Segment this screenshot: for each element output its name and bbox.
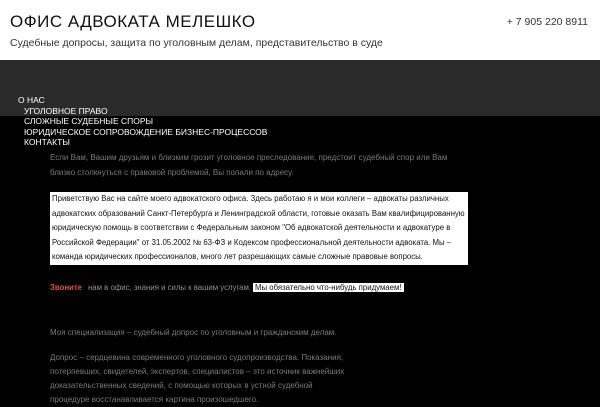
site-header bbox=[0, 0, 600, 60]
call-label[interactable]: Звоните bbox=[50, 283, 82, 292]
site-title[interactable]: ОФИС АДВОКАТА МЕЛЕШКО bbox=[10, 12, 256, 31]
site-subtitle: Судебные допросы, защита по уголовным делам, представительство в суде bbox=[10, 37, 383, 49]
call-promise: Мы обязательно что-нибудь придумаем! bbox=[254, 283, 402, 292]
specialization-paragraph: Моя специализация – судебный допрос по уголовным и гражданским делам. bbox=[50, 328, 337, 337]
nav-item-business-support[interactable]: ЮРИДИЧЕСКОЕ СОПРОВОЖДЕНИЕ БИЗНЕС-ПРОЦЕССОВ bbox=[24, 126, 268, 137]
nav-item-complex-disputes[interactable]: СЛОЖНЫЕ СУДЕБНЫЕ СПОРЫ bbox=[24, 116, 154, 126]
main-nav bbox=[0, 95, 300, 148]
call-middle-text: нам в офис, знания и силы к вашим услугам. bbox=[88, 283, 251, 292]
phone-number[interactable]: + 7 905 220 8911 bbox=[506, 16, 588, 28]
welcome-paragraph: Приветствую Вас на сайте моего адвокатского офиса. Здесь работаю я и мои коллеги – адвокаты различных адвокатских образований Санкт-Петербурга и Ленинградской области, готовые оказать Вам квалифицированную юридическую помощь в соответствии с Федеральным законом "Об адвокатской деятельности и адвокатуре в Российской Федерации" от 31.05.2002 № 63-ФЗ и Кодексом профессиональной деятельности адвоката. Мы – команда юридических профессионалов, много лет разрешающих самые сложные правовые вопросы. bbox=[50, 192, 468, 265]
nav-item-criminal-law[interactable]: УГОЛОВНОЕ ПРАВО bbox=[24, 105, 108, 116]
interrogation-paragraph: Допрос – сердцевина современного уголовного судопроизводства. Показания, потерпевших, свидетелей, экспертов, специалистов – это источник важнейших доказательственных сведений, с помощью которых в устной судебной процедуре восстанавливается картина произошедшего. bbox=[50, 353, 345, 404]
intro-paragraph: Если Вам, Вашим друзьям и близким грозит уголовное преследование, предстоит судебный спор или Вам близко столкнуться с правовой проблемой, Вы попали по адресу. bbox=[50, 153, 448, 177]
call-to-action bbox=[50, 283, 470, 292]
nav-item-about[interactable]: О НАС bbox=[18, 95, 45, 105]
nav-item-contacts[interactable]: КОНТАКТЫ bbox=[24, 137, 70, 147]
